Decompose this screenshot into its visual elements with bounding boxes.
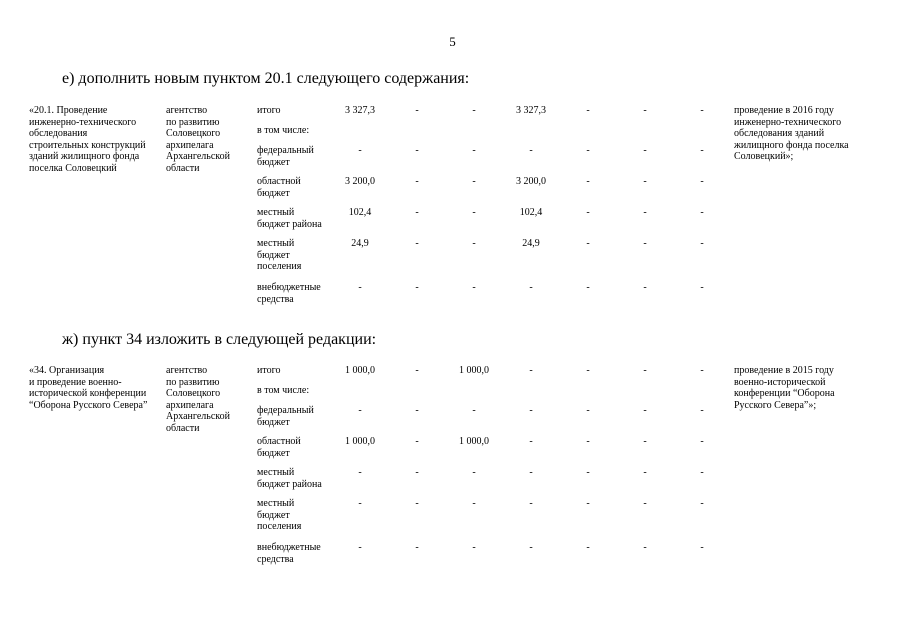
- funding-source-label: бюджет района: [257, 218, 322, 230]
- sub-header-label: в том числе:: [257, 125, 310, 136]
- agency-line: области: [166, 423, 200, 434]
- result-line: инженерно-технического: [734, 116, 842, 128]
- funding-value-cell: -: [472, 105, 476, 116]
- funding-value-cell: -: [700, 365, 704, 376]
- funding-value-cell: 1 000,0: [345, 365, 375, 376]
- funding-value-cell: -: [415, 145, 419, 156]
- funding-value-cell: -: [415, 467, 419, 478]
- funding-value-cell: 102,4: [348, 207, 372, 218]
- funding-value-cell: -: [472, 176, 476, 187]
- funding-value-cell: -: [643, 405, 647, 416]
- funding-value-cell: -: [415, 207, 419, 218]
- funding-value-cell: -: [358, 467, 362, 478]
- funding-value-cell: -: [586, 176, 590, 187]
- item-name-line: «20.1. Проведение: [29, 105, 108, 116]
- agency-line: по развитию: [166, 376, 220, 388]
- funding-value-cell: -: [358, 282, 362, 293]
- agency-line: агентство: [166, 365, 208, 376]
- funding-value-cell: 24,9: [522, 238, 540, 249]
- funding-value-cell: 1 000,0: [459, 365, 489, 376]
- funding-value-cell: -: [586, 238, 590, 249]
- funding-value-cell: -: [700, 467, 704, 478]
- funding-value-cell: -: [586, 405, 590, 416]
- funding-source-label: федеральный: [257, 405, 314, 416]
- funding-source-label: бюджет: [257, 187, 290, 199]
- funding-source-label: бюджет: [257, 156, 290, 168]
- result-line: Соловецкий»;: [734, 151, 794, 163]
- funding-source-label: областной: [257, 176, 301, 187]
- agency-line: по развитию: [166, 116, 220, 128]
- agency-line: архипелага: [166, 399, 214, 411]
- funding-value-cell: -: [586, 498, 590, 509]
- funding-value-cell: -: [529, 498, 533, 509]
- item-name-line: поселка Соловецкий: [29, 163, 117, 174]
- funding-value-cell: -: [415, 176, 419, 187]
- item-name-line: строительных конструкций: [29, 139, 146, 151]
- funding-value-cell: -: [643, 436, 647, 447]
- funding-value-cell: -: [700, 282, 704, 293]
- funding-value-cell: 3 200,0: [345, 176, 375, 187]
- funding-value-cell: -: [700, 436, 704, 447]
- result-line: Русского Севера”»;: [734, 399, 817, 411]
- funding-value-cell: -: [700, 207, 704, 218]
- funding-value-cell: -: [643, 145, 647, 156]
- funding-value-cell: -: [529, 405, 533, 416]
- funding-source-label: местный: [257, 238, 295, 249]
- funding-source-label: поселения: [257, 521, 302, 533]
- funding-value-cell: -: [700, 542, 704, 553]
- funding-value-cell: -: [529, 365, 533, 376]
- section-heading: е) дополнить новым пунктом 20.1 следующего содержания:: [62, 70, 470, 87]
- funding-value-cell: -: [358, 145, 362, 156]
- funding-source-label: средства: [257, 293, 294, 305]
- funding-value-cell: -: [415, 405, 419, 416]
- funding-source-label: местный: [257, 498, 295, 509]
- agency-line: области: [166, 163, 200, 174]
- funding-value-cell: -: [472, 498, 476, 509]
- funding-value-cell: 24,9: [351, 238, 369, 249]
- result-line: жилищного фонда поселка: [734, 139, 849, 151]
- funding-value-cell: 1 000,0: [459, 436, 489, 447]
- funding-value-cell: -: [529, 436, 533, 447]
- funding-source-label: областной: [257, 436, 301, 447]
- funding-value-cell: -: [586, 145, 590, 156]
- funding-value-cell: -: [472, 238, 476, 249]
- item-name-line: зданий жилищного фонда: [29, 151, 140, 163]
- funding-value-cell: -: [358, 405, 362, 416]
- funding-value-cell: -: [472, 405, 476, 416]
- agency-line: Соловецкого: [166, 388, 221, 400]
- funding-source-label: средства: [257, 553, 294, 565]
- sub-header-label: в том числе:: [257, 385, 310, 396]
- funding-value-cell: -: [472, 145, 476, 156]
- funding-value-cell: -: [415, 365, 419, 376]
- funding-value-cell: -: [643, 238, 647, 249]
- funding-value-cell: -: [529, 145, 533, 156]
- funding-value-cell: -: [472, 542, 476, 553]
- funding-value-cell: -: [700, 105, 704, 116]
- funding-value-cell: -: [415, 436, 419, 447]
- funding-value-cell: -: [586, 467, 590, 478]
- funding-value-cell: -: [472, 282, 476, 293]
- funding-source-label: бюджет: [257, 509, 290, 521]
- item-name-line: инженерно-технического: [29, 116, 137, 128]
- funding-value-cell: -: [472, 207, 476, 218]
- funding-source-label: итого: [257, 105, 281, 116]
- funding-value-cell: -: [415, 498, 419, 509]
- funding-value-cell: -: [643, 282, 647, 293]
- funding-value-cell: -: [700, 238, 704, 249]
- funding-value-cell: -: [643, 498, 647, 509]
- section-heading: ж) пункт 34 изложить в следующей редакции:: [62, 331, 377, 348]
- funding-value-cell: -: [700, 145, 704, 156]
- funding-value-cell: 1 000,0: [345, 436, 375, 447]
- funding-value-cell: -: [586, 207, 590, 218]
- funding-value-cell: -: [643, 207, 647, 218]
- funding-source-label: бюджет: [257, 447, 290, 459]
- funding-value-cell: -: [700, 498, 704, 509]
- funding-value-cell: -: [700, 405, 704, 416]
- funding-source-label: местный: [257, 467, 295, 478]
- funding-value-cell: -: [415, 282, 419, 293]
- funding-value-cell: -: [586, 105, 590, 116]
- result-line: обследования зданий: [734, 128, 825, 140]
- item-name-line: “Оборона Русского Севера”: [29, 399, 148, 411]
- funding-value-cell: -: [415, 105, 419, 116]
- agency-line: архипелага: [166, 139, 214, 151]
- page-number: 5: [449, 34, 456, 49]
- result-line: военно-исторической: [734, 376, 826, 388]
- funding-value-cell: 3 200,0: [516, 176, 546, 187]
- funding-source-label: внебюджетные: [257, 542, 321, 553]
- item-name-line: «34. Организация: [29, 365, 105, 376]
- result-line: конференции “Оборона: [734, 388, 835, 400]
- funding-value-cell: -: [643, 105, 647, 116]
- funding-source-label: местный: [257, 207, 295, 218]
- funding-value-cell: 3 327,3: [345, 105, 375, 116]
- funding-value-cell: -: [415, 238, 419, 249]
- agency-line: Архангельской: [166, 151, 230, 163]
- funding-value-cell: -: [643, 365, 647, 376]
- funding-value-cell: -: [643, 467, 647, 478]
- funding-value-cell: -: [643, 176, 647, 187]
- funding-source-label: бюджет: [257, 416, 290, 428]
- funding-value-cell: -: [529, 282, 533, 293]
- funding-source-label: бюджет: [257, 249, 290, 261]
- funding-value-cell: -: [415, 542, 419, 553]
- funding-value-cell: -: [472, 467, 476, 478]
- funding-value-cell: -: [586, 542, 590, 553]
- funding-value-cell: -: [586, 436, 590, 447]
- result-line: проведение в 2015 году: [734, 365, 834, 376]
- result-line: проведение в 2016 году: [734, 105, 834, 116]
- agency-line: агентство: [166, 105, 208, 116]
- funding-value-cell: -: [586, 365, 590, 376]
- funding-source-label: федеральный: [257, 145, 314, 156]
- funding-value-cell: -: [358, 542, 362, 553]
- funding-value-cell: 3 327,3: [516, 105, 546, 116]
- funding-value-cell: 102,4: [519, 207, 543, 218]
- item-name-line: обследования: [29, 128, 88, 140]
- funding-value-cell: -: [358, 498, 362, 509]
- funding-value-cell: -: [700, 176, 704, 187]
- item-name-line: и проведение военно-: [29, 376, 122, 388]
- funding-value-cell: -: [529, 467, 533, 478]
- funding-value-cell: -: [643, 542, 647, 553]
- agency-line: Архангельской: [166, 411, 230, 423]
- funding-source-label: итого: [257, 365, 281, 376]
- funding-value-cell: -: [586, 282, 590, 293]
- item-name-line: исторической конференции: [29, 388, 147, 400]
- funding-source-label: бюджет района: [257, 478, 322, 490]
- funding-source-label: внебюджетные: [257, 282, 321, 293]
- funding-source-label: поселения: [257, 261, 302, 273]
- funding-value-cell: -: [529, 542, 533, 553]
- agency-line: Соловецкого: [166, 128, 221, 140]
